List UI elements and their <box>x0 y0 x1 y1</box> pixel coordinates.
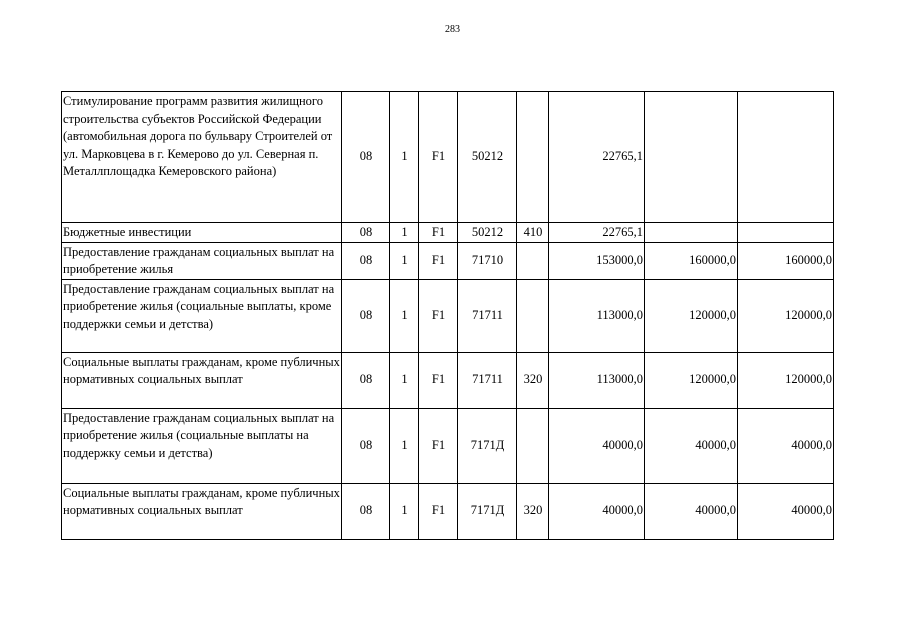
cell-program: F1 <box>419 279 458 352</box>
cell-program: F1 <box>419 92 458 223</box>
cell-amount-year-1: 40000,0 <box>549 408 645 483</box>
cell-direction: 50212 <box>458 92 517 223</box>
cell-direction: 71711 <box>458 352 517 408</box>
cell-program: F1 <box>419 408 458 483</box>
cell-amount-year-1: 153000,0 <box>549 242 645 279</box>
cell-expense-type <box>517 408 549 483</box>
table-row <box>62 242 834 279</box>
cell-expense-type <box>517 242 549 279</box>
row-name: Предоставление гражданам социальных выплат на приобретение жилья (социальные выплаты, кроме поддержки семьи и детства) <box>62 279 342 352</box>
cell-amount-year-2 <box>645 223 738 243</box>
cell-amount-year-2: 120000,0 <box>645 352 738 408</box>
cell-subsection: 1 <box>390 483 419 539</box>
cell-section: 08 <box>342 223 390 243</box>
cell-section: 08 <box>342 352 390 408</box>
cell-section: 08 <box>342 242 390 279</box>
cell-amount-year-1: 113000,0 <box>549 279 645 352</box>
cell-direction: 71711 <box>458 279 517 352</box>
cell-amount-year-3: 160000,0 <box>738 242 834 279</box>
row-name: Предоставление гражданам социальных выплат на приобретение жилья <box>62 242 342 279</box>
cell-amount-year-1: 22765,1 <box>549 92 645 223</box>
cell-section: 08 <box>342 279 390 352</box>
row-name: Стимулирование программ развития жилищного строительства субъектов Российской Федерации (автомобильная дорога по бульвару Строителей от ул. Марковцева в г. Кемерово до ул. Северная п. Металлплощадка Кемеровского района) <box>62 92 342 223</box>
cell-program: F1 <box>419 483 458 539</box>
cell-section: 08 <box>342 92 390 223</box>
cell-program: F1 <box>419 352 458 408</box>
table-row <box>62 352 834 408</box>
cell-amount-year-1: 22765,1 <box>549 223 645 243</box>
cell-amount-year-3: 40000,0 <box>738 483 834 539</box>
cell-section: 08 <box>342 408 390 483</box>
cell-section: 08 <box>342 483 390 539</box>
cell-program: F1 <box>419 242 458 279</box>
cell-expense-type <box>517 92 549 223</box>
budget-table <box>61 91 834 540</box>
cell-direction: 71710 <box>458 242 517 279</box>
cell-amount-year-2: 40000,0 <box>645 483 738 539</box>
row-name: Бюджетные инвестиции <box>62 223 342 243</box>
cell-amount-year-3: 120000,0 <box>738 279 834 352</box>
cell-subsection: 1 <box>390 408 419 483</box>
cell-expense-type <box>517 279 549 352</box>
cell-amount-year-2: 40000,0 <box>645 408 738 483</box>
table-row <box>62 92 834 223</box>
row-name: Социальные выплаты гражданам, кроме публичных нормативных социальных выплат <box>62 352 342 408</box>
cell-direction: 7171Д <box>458 408 517 483</box>
table-row <box>62 483 834 539</box>
row-name: Социальные выплаты гражданам, кроме публичных нормативных социальных выплат <box>62 483 342 539</box>
cell-amount-year-2: 160000,0 <box>645 242 738 279</box>
cell-subsection: 1 <box>390 352 419 408</box>
cell-direction: 7171Д <box>458 483 517 539</box>
cell-amount-year-3 <box>738 92 834 223</box>
cell-amount-year-1: 40000,0 <box>549 483 645 539</box>
cell-amount-year-3: 40000,0 <box>738 408 834 483</box>
cell-amount-year-2 <box>645 92 738 223</box>
page-number: 283 <box>445 24 460 35</box>
cell-amount-year-3: 120000,0 <box>738 352 834 408</box>
cell-subsection: 1 <box>390 279 419 352</box>
cell-amount-year-1: 113000,0 <box>549 352 645 408</box>
cell-expense-type: 410 <box>517 223 549 243</box>
cell-direction: 50212 <box>458 223 517 243</box>
row-name: Предоставление гражданам социальных выплат на приобретение жилья (социальные выплаты на поддержку семьи и детства) <box>62 408 342 483</box>
cell-expense-type: 320 <box>517 352 549 408</box>
cell-amount-year-3 <box>738 223 834 243</box>
cell-amount-year-2: 120000,0 <box>645 279 738 352</box>
cell-subsection: 1 <box>390 92 419 223</box>
cell-expense-type: 320 <box>517 483 549 539</box>
table-row <box>62 408 834 483</box>
cell-subsection: 1 <box>390 223 419 243</box>
cell-subsection: 1 <box>390 242 419 279</box>
table-row <box>62 223 834 243</box>
cell-program: F1 <box>419 223 458 243</box>
table-row <box>62 279 834 352</box>
